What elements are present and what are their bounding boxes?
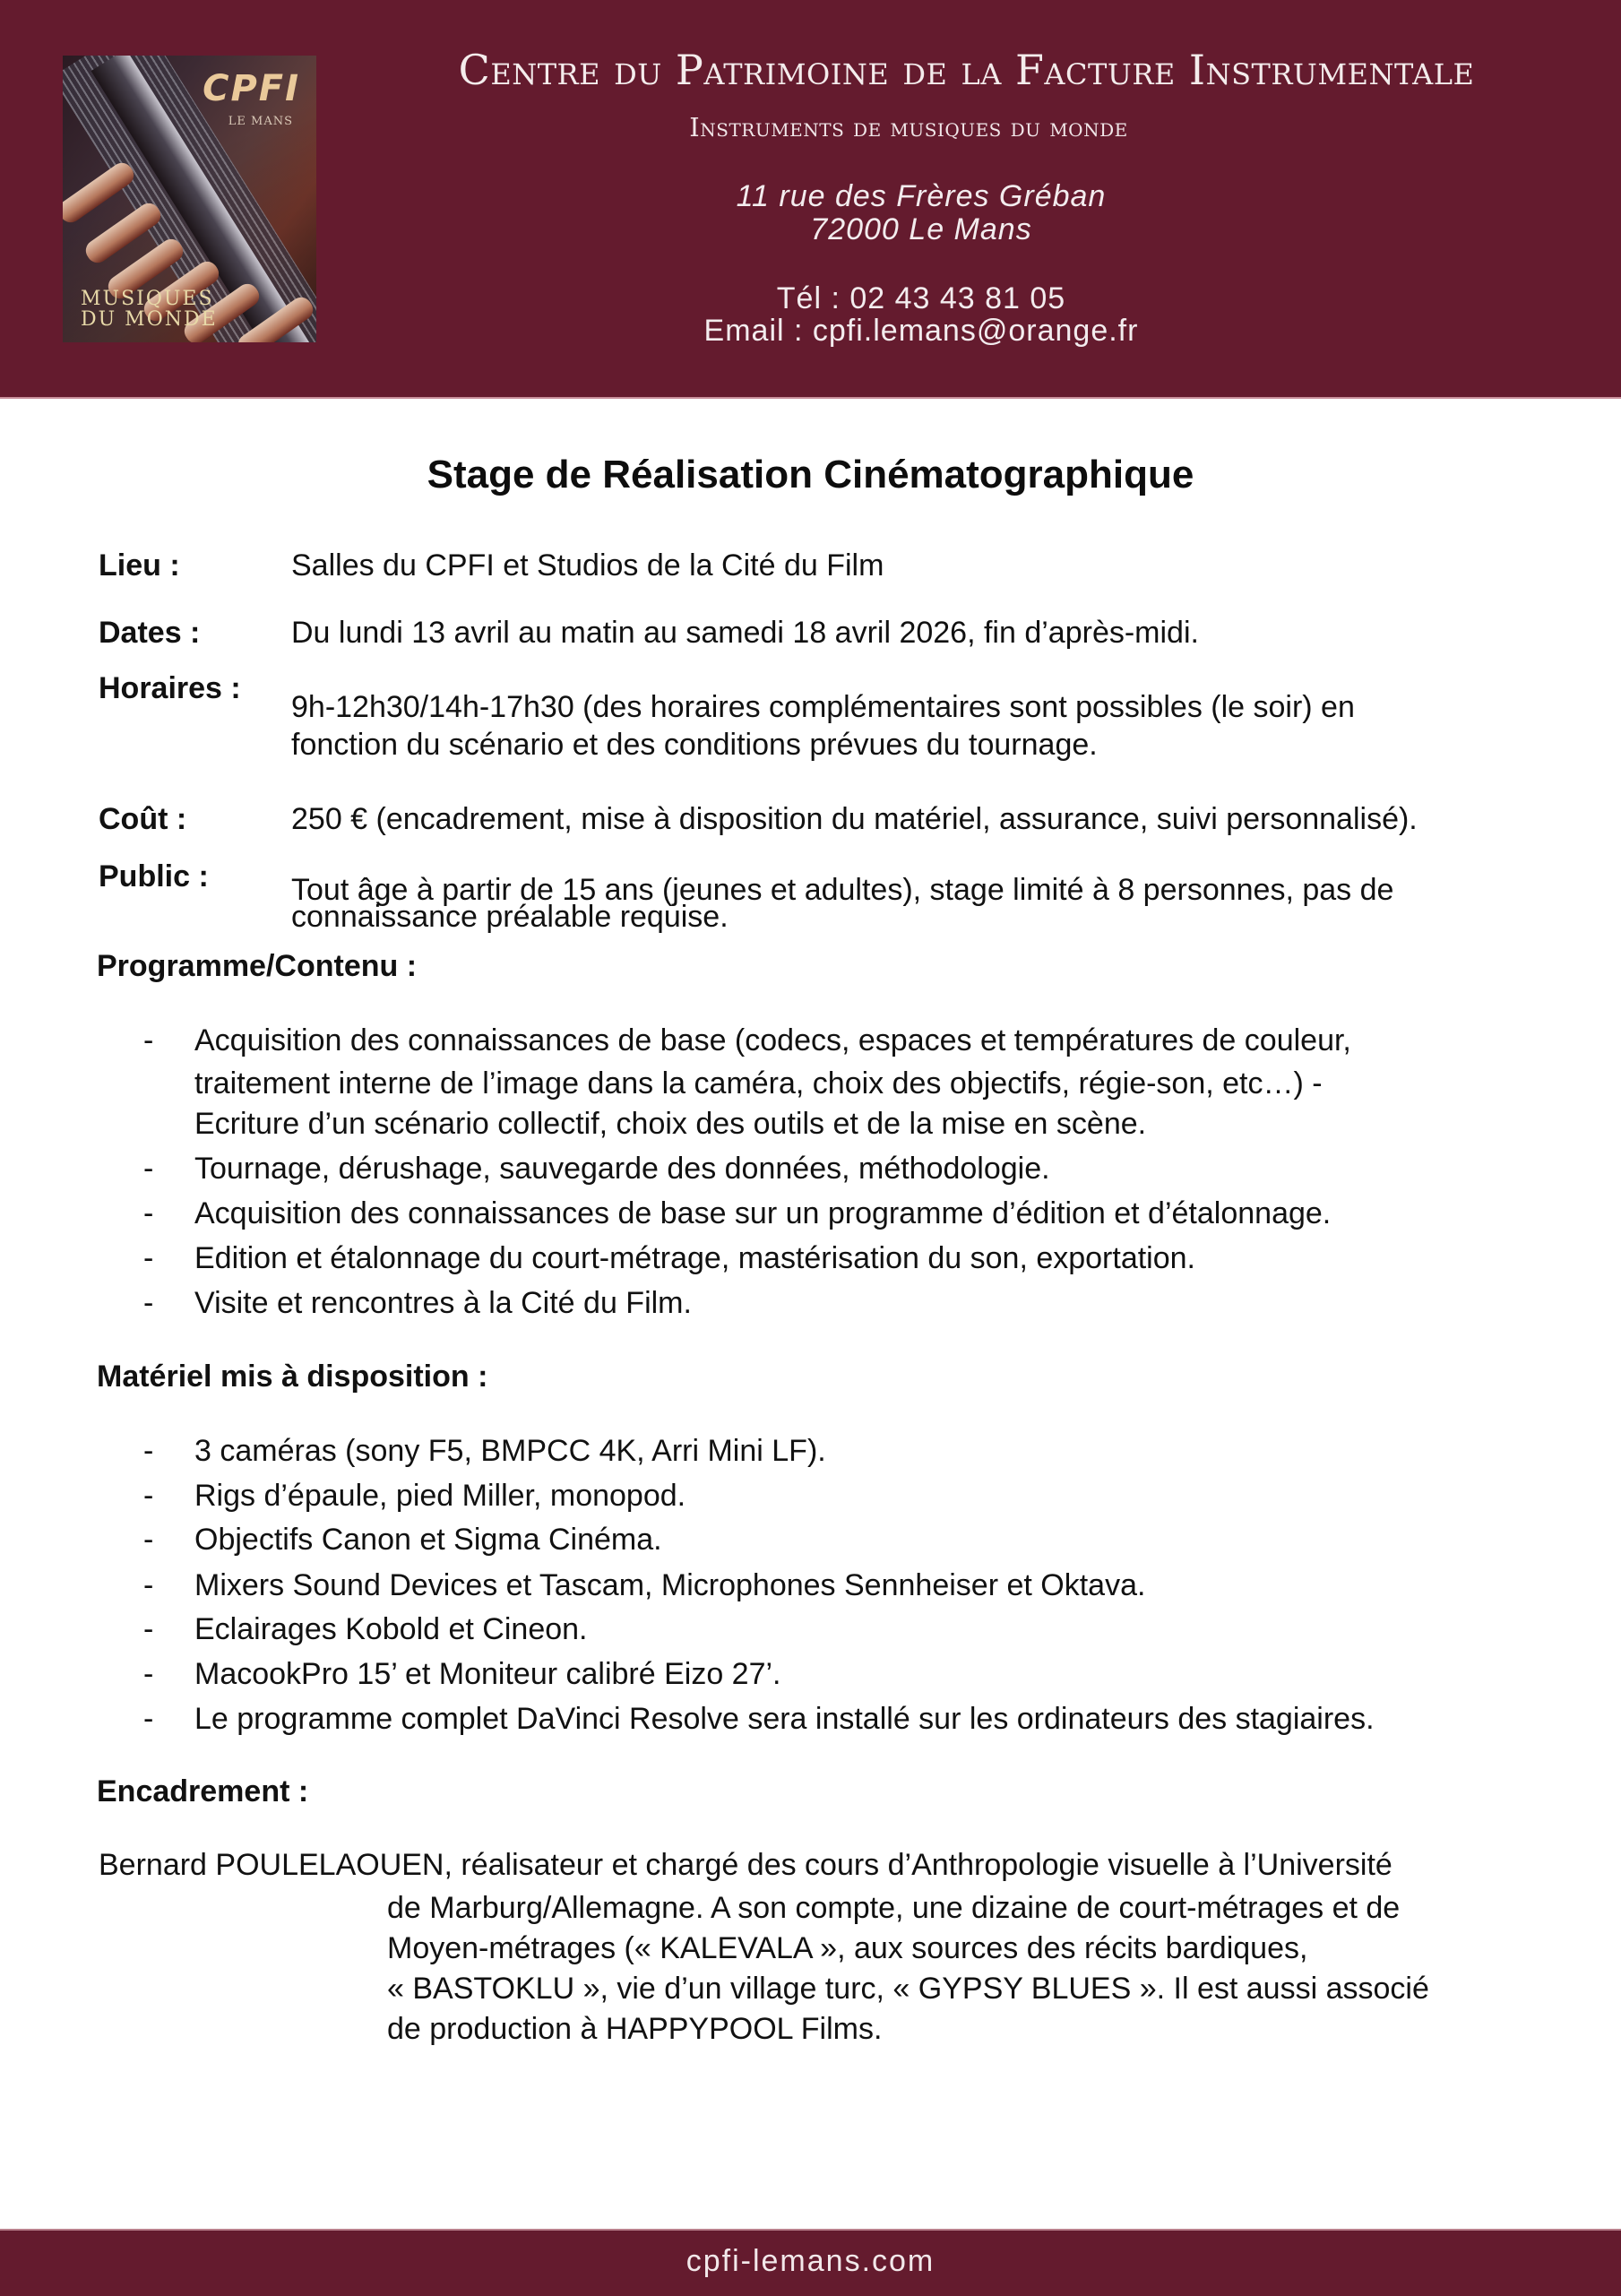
programme-heading: Programme/Contenu : [97, 949, 418, 983]
materiel-item: Mixers Sound Devices et Tascam, Microphones Sennheiser et Oktava. [194, 1568, 1146, 1602]
programme-item: Visite et rencontres à la Cité du Film. [194, 1286, 692, 1320]
encadrement-line: de production à HAPPYPOOL Films. [387, 2012, 883, 2046]
website-link[interactable]: cpfi-lemans.com [685, 2244, 936, 2278]
logo-subtitle: LE MANS [228, 115, 293, 128]
cout-label: Coût : [99, 802, 187, 836]
organization-name: Centre du Patrimoine de la Facture Instrumentale [458, 46, 1475, 94]
bullet-dash: - [143, 1612, 154, 1646]
programme-item-line: Ecriture d’un scénario collectif, choix des outils et de la mise en scène. [194, 1107, 1147, 1141]
bullet-dash: - [143, 1152, 154, 1186]
cpfi-logo-image [63, 56, 316, 342]
materiel-item: Eclairages Kobold et Cineon. [194, 1612, 588, 1646]
header-banner [0, 0, 1621, 399]
encadrement-line: « BASTOKLU », vie d’un village turc, « GYPSY BLUES ». Il est aussi associé [387, 1972, 1429, 2006]
materiel-item: Le programme complet DaVinci Resolve sera installé sur les ordinateurs des stagiaires. [194, 1702, 1375, 1736]
dates-label: Dates : [99, 616, 201, 650]
bullet-dash: - [143, 1241, 154, 1275]
materiel-item: Rigs d’épaule, pied Miller, monopod. [194, 1479, 686, 1513]
encadrement-line: de Marburg/Allemagne. A son compte, une dizaine de court-métrages et de [387, 1891, 1401, 1925]
bullet-dash: - [143, 1286, 154, 1320]
encadrement-heading: Encadrement : [97, 1774, 309, 1808]
materiel-heading: Matériel mis à disposition : [97, 1359, 488, 1394]
logo-title: CPFI [203, 68, 300, 109]
programme-item: Acquisition des connaissances de base sur un programme d’édition et d’étalonnage. [194, 1196, 1332, 1230]
bullet-dash: - [143, 1023, 154, 1057]
horaires-value-line: 9h-12h30/14h-17h30 (des horaires complémentaires sont possibles (le soir) en [291, 690, 1355, 724]
organization-subtitle: Instruments de musiques du monde [689, 112, 1128, 142]
lieu-value: Salles du CPFI et Studios de la Cité du Film [291, 548, 884, 583]
programme-item: Tournage, dérushage, sauvegarde des données, méthodologie. [194, 1152, 1050, 1186]
bullet-dash: - [143, 1657, 154, 1691]
public-label: Public : [99, 859, 209, 893]
address-line2: 72000 Le Mans [810, 212, 1032, 246]
logo-tagline-line2: DU MONDE [81, 308, 218, 332]
materiel-item: MacookPro 15’ et Moniteur calibré Eizo 27’. [194, 1657, 781, 1691]
logo-tagline [81, 289, 218, 330]
bullet-dash: - [143, 1702, 154, 1736]
logo-tagline-line1: MUSIQUES [81, 288, 214, 310]
email-address: Email : cpfi.lemans@orange.fr [703, 314, 1139, 348]
encadrement-line: Bernard POULELAOUEN, réalisateur et chargé des cours d’Anthropologie visuelle à l’Université [99, 1848, 1393, 1882]
bullet-dash: - [143, 1523, 154, 1557]
encadrement-line: Moyen-métrages (« KALEVALA », aux sources des récits bardiques, [387, 1931, 1308, 1965]
address-line1: 11 rue des Frères Gréban [736, 179, 1107, 213]
phone-number: Tél : 02 43 43 81 05 [776, 281, 1066, 315]
materiel-item: 3 caméras (sony F5, BMPCC 4K, Arri Mini LF). [194, 1434, 826, 1468]
cout-value: 250 € (encadrement, mise à disposition du matériel, assurance, suivi personnalisé). [291, 802, 1418, 836]
bullet-dash: - [143, 1434, 154, 1468]
public-value-line: connaissance préalable requise. [291, 900, 729, 934]
bullet-dash: - [143, 1196, 154, 1230]
materiel-item: Objectifs Canon et Sigma Cinéma. [194, 1523, 662, 1557]
lieu-label: Lieu : [99, 548, 180, 583]
bullet-dash: - [143, 1479, 154, 1513]
programme-item-line: Acquisition des connaissances de base (codecs, espaces et températures de couleur, [194, 1023, 1351, 1057]
page-title: Stage de Réalisation Cinématographique [427, 453, 1194, 496]
bullet-dash: - [143, 1568, 154, 1602]
programme-item-line: traitement interne de l’image dans la caméra, choix des objectifs, régie-son, etc…) - [194, 1066, 1323, 1101]
programme-item: Edition et étalonnage du court-métrage, mastérisation du son, exportation. [194, 1241, 1196, 1275]
horaires-value-line: fonction du scénario et des conditions prévues du tournage. [291, 728, 1098, 762]
public-value-line: Tout âge à partir de 15 ans (jeunes et adultes), stage limité à 8 personnes, pas de [291, 873, 1394, 907]
horaires-label: Horaires : [99, 671, 241, 705]
dates-value: Du lundi 13 avril au matin au samedi 18 avril 2026, fin d’après-midi. [291, 616, 1199, 650]
